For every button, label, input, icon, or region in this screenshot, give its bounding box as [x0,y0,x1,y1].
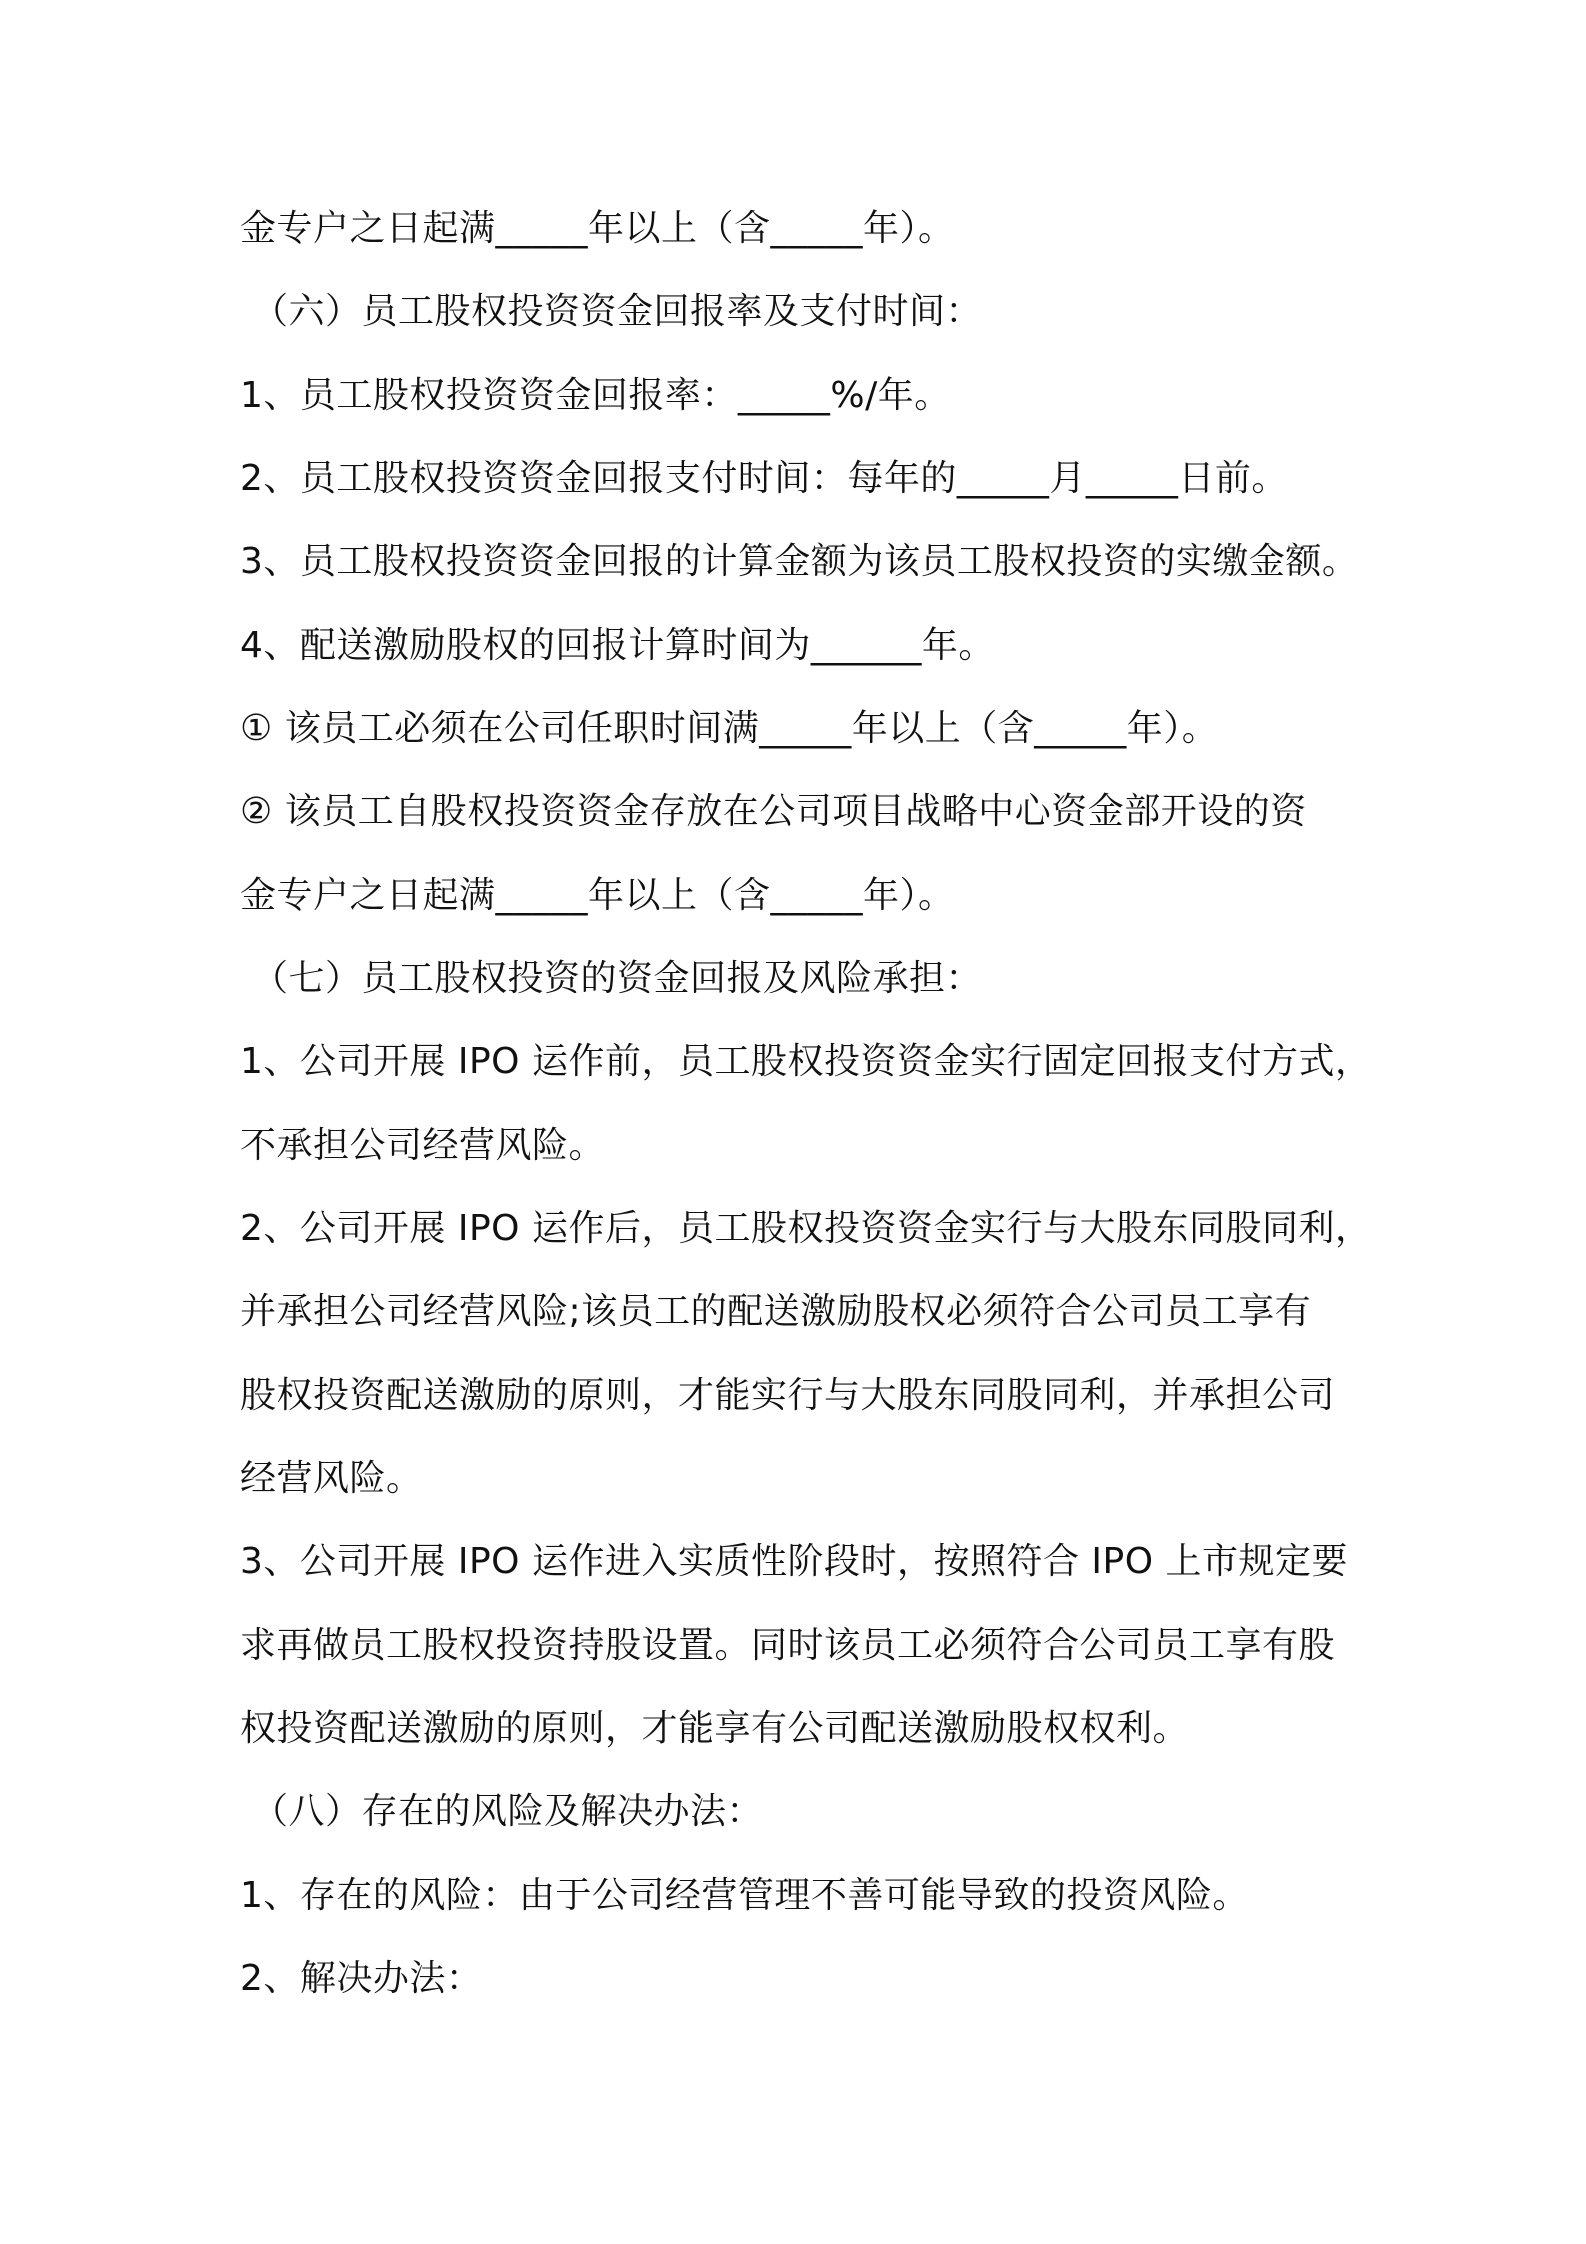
text-line: ② 该员工自股权投资资金存放在公司项目战略中心资金部开设的资 [240,791,1307,832]
text-line: 2、员工股权投资资金回报支付时间：每年的_____月_____日前。 [240,458,1288,499]
text-line: 1、员工股权投资资金回报率：_____%/年。 [240,375,951,416]
text-line: 求再做员工股权投资持股设置。同时该员工必须符合公司员工享有股 [240,1625,1336,1666]
text-line: 金专户之日起满_____年以上（含_____年）。 [240,875,955,916]
text-line: 2、公司开展 IPO 运作后，员工股权投资资金实行与大股东同股同利， [240,1208,1372,1249]
text-line: 金专户之日起满_____年以上（含_____年）。 [240,208,955,249]
section-heading-6: （六）员工股权投资资金回报率及支付时间： [252,291,983,332]
text-line: 股权投资配送激励的原则，才能实行与大股东同股同利，并承担公司 [240,1375,1336,1416]
section-heading-7: （七）员工股权投资的资金回报及风险承担： [252,958,983,999]
text-line: 2、解决办法： [240,1958,483,1999]
text-line: 权投资配送激励的原则，才能享有公司配送激励股权权利。 [240,1708,1190,1749]
text-line: 经营风险。 [240,1458,423,1499]
text-line: 1、存在的风险：由于公司经营管理不善可能导致的投资风险。 [240,1875,1249,1916]
text-line: ① 该员工必须在公司任职时间满_____年以上（含_____年）。 [240,708,1219,749]
text-line: 3、员工股权投资资金回报的计算金额为该员工股权投资的实缴金额。 [240,541,1359,582]
text-line: 并承担公司经营风险;该员工的配送激励股权必须符合公司员工享有 [240,1291,1312,1332]
text-line: 不承担公司经营风险。 [240,1125,606,1166]
section-heading-8: （八）存在的风险及解决办法： [252,1791,764,1832]
text-line: 1、公司开展 IPO 运作前，员工股权投资资金实行固定回报支付方式， [240,1041,1372,1082]
text-line: 3、公司开展 IPO 运作进入实质性阶段时，按照符合 IPO 上市规定要 [240,1541,1349,1582]
text-line: 4、配送激励股权的回报计算时间为______年。 [240,625,995,666]
